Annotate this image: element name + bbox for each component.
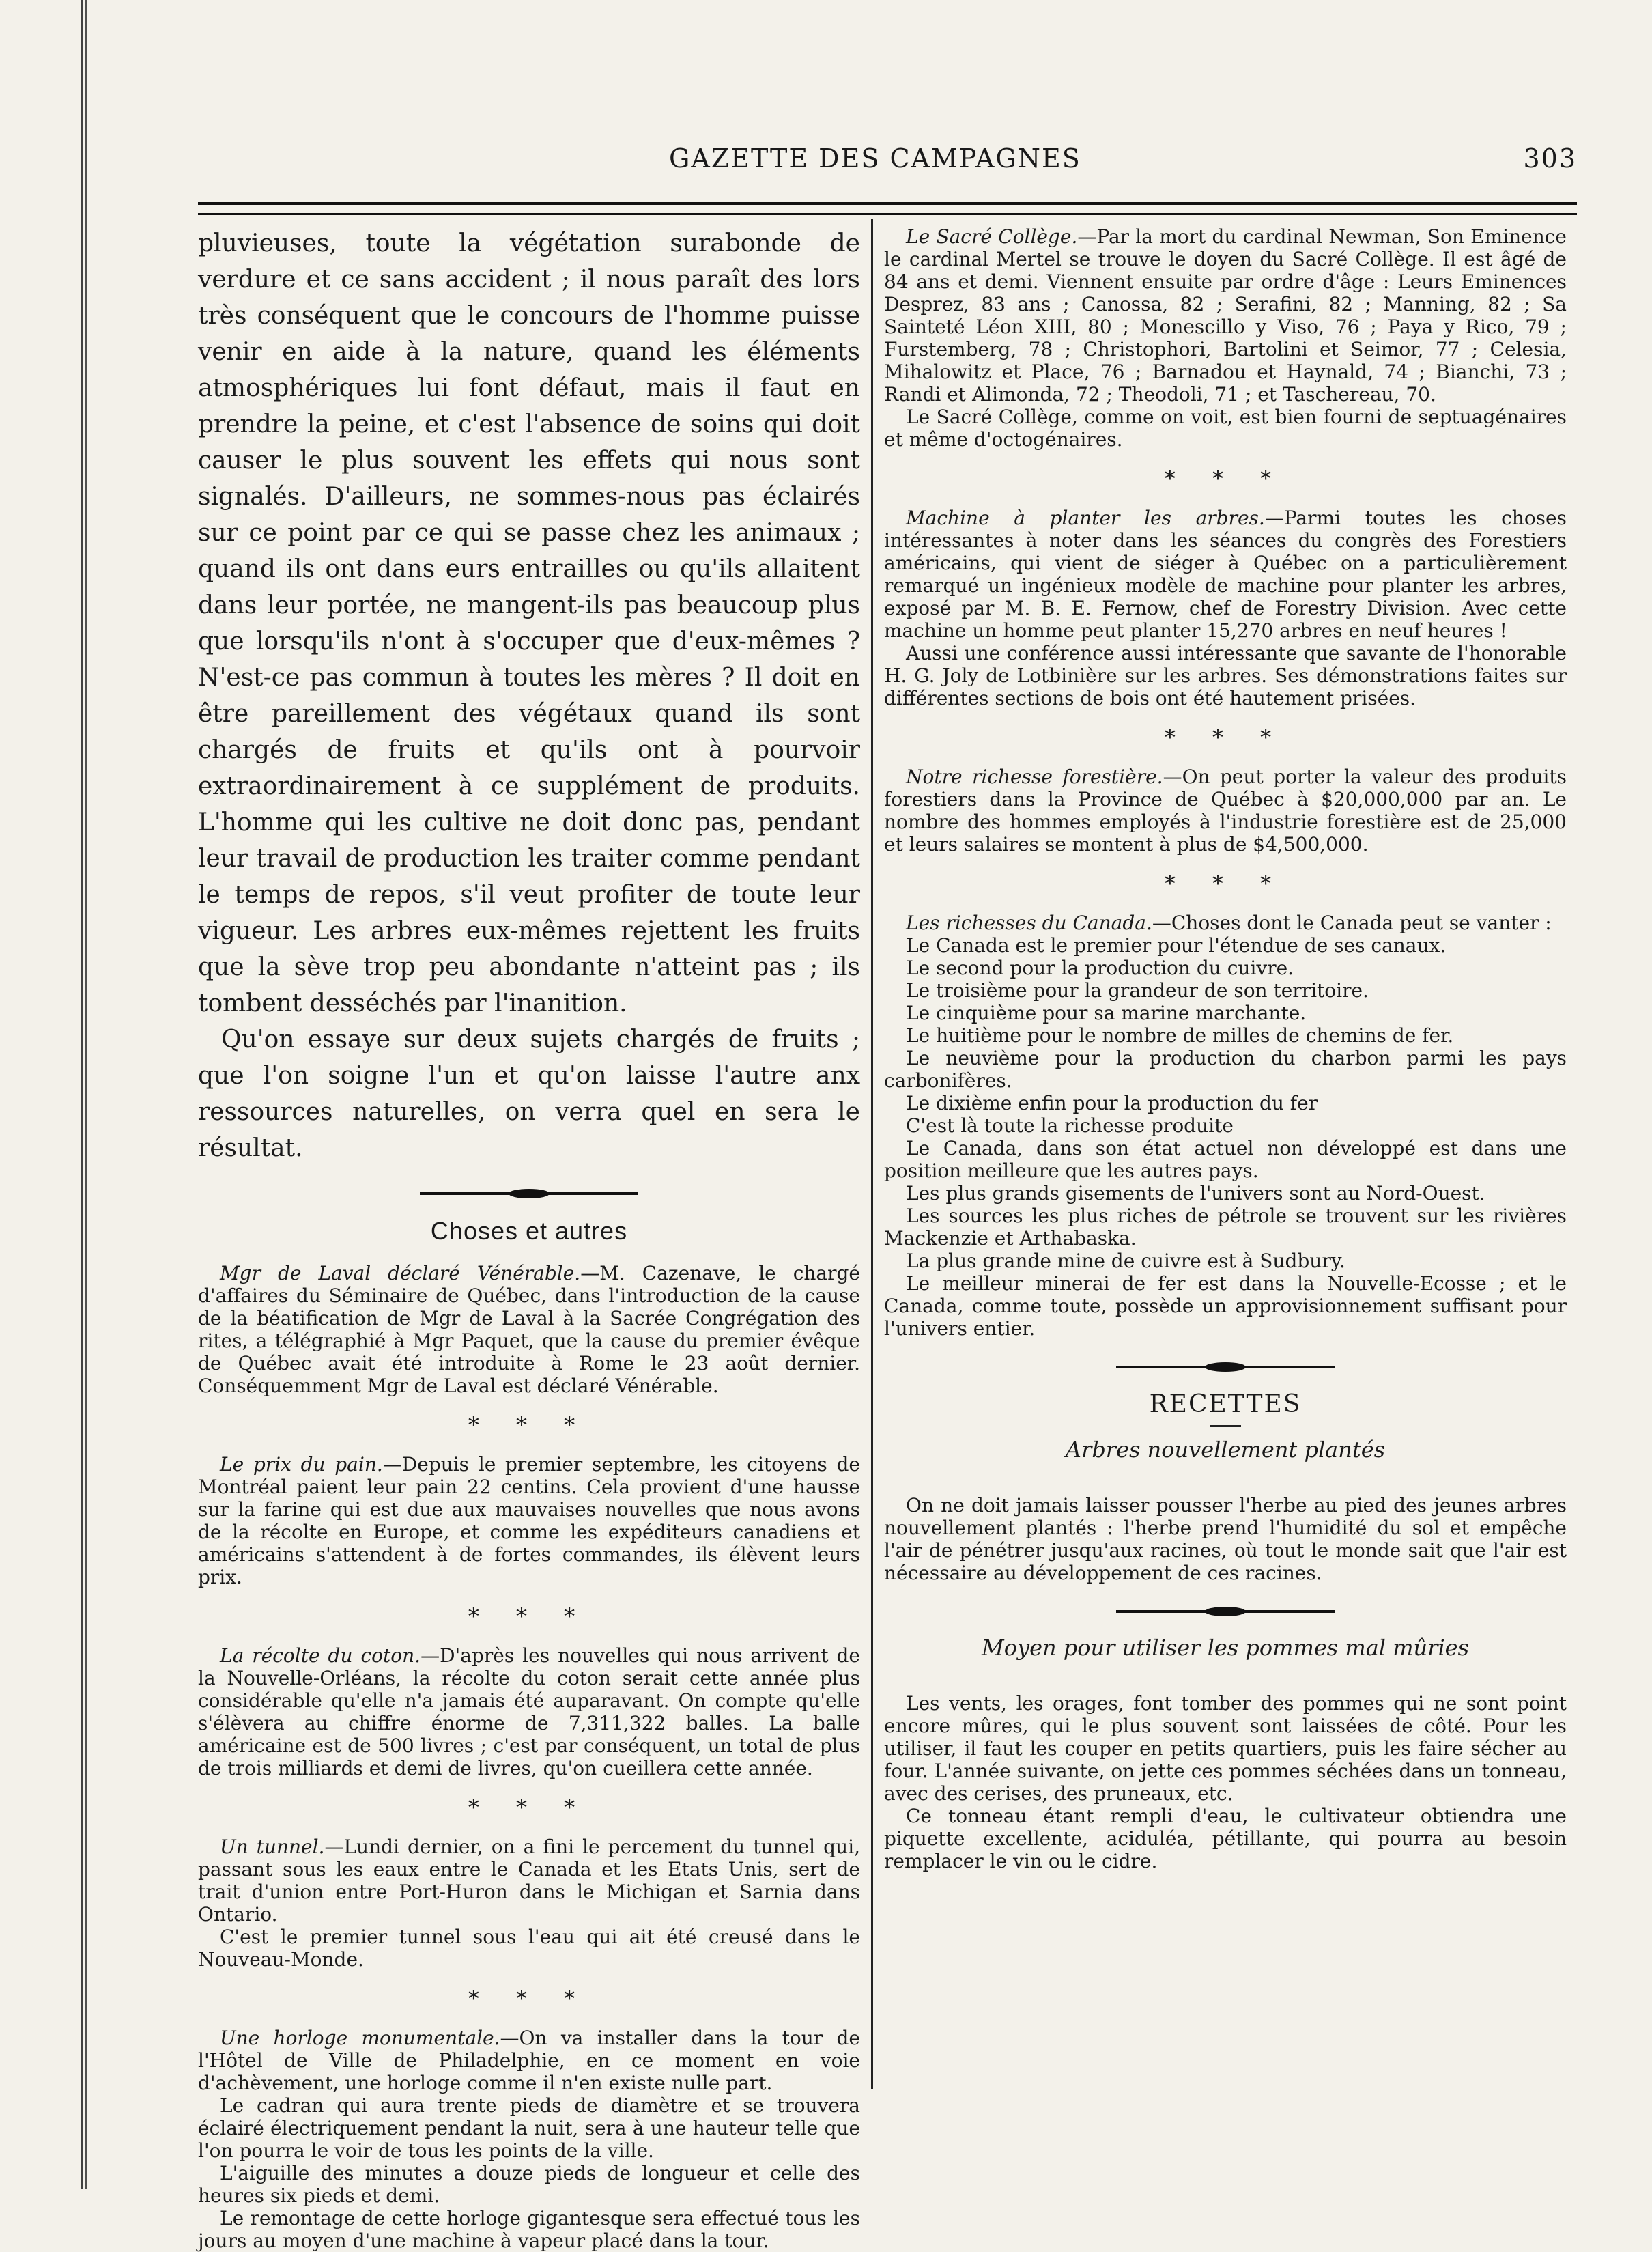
item-text: L'aiguille des minutes a douze pieds de longueur et celle des heures six pieds et demi. bbox=[198, 2162, 860, 2207]
item-title: Les richesses du Canada. bbox=[906, 912, 1152, 934]
lead-paragraph: pluvieuses, toute la végétation surabonde de verdure et ce sans accident ; il nous paraît des lors très conséquent que le concours de l'homme puisse venir en aide à la nature, quand les éléments atmosphériques lui font défaut, mais il faut en prendre la peine, et c'est l'absence de soins qui doit causer le plus souvent les effets qui nous sont signalés. D'ailleurs, ne sommes-nous pas éclairés sur ce point par ce qui se passe chez les animaux ; quand ils ont dans eurs entrailles ou qu'ils allaitent dans leur portée, ne mangent-ils pas beaucoup plus que lorsqu'ils n'ont à s'occuper que d'eux-mêmes ? N'est-ce pas commun à toutes les mères ? Il doit en être pareillement des végétaux quand ils sont chargés de fruits et qu'ils ont à pourvoir extraordinairement à ce supplément de produits. L'homme qui les cultive ne doit donc pas, pendant leur travail de production les traiter comme pendant le temps de repos, s'il veut profiter de toute leur vigueur. Les arbres eux-mêmes rejettent les fruits que la sève trop peu abondante n'atteint pas ; ils tombent desséchés par l'inanition. bbox=[198, 229, 860, 1017]
item-text: Le remontage de cette horloge gigantesque sera effectué tous les jours au moyen d'une machine à vapeur placé dans la tour. bbox=[198, 2207, 860, 2252]
news-item bbox=[198, 2027, 860, 2252]
page-number: 303 bbox=[1523, 143, 1577, 173]
item-text: —Parmi toutes les choses intéressantes à noter dans les séances du congrès des Forestiers américains, qui vient de siéger à Québec on a particulièrement remarqué un ingénieux modèle de machine pour planter les arbres, exposé par M. B. E. Fernow, chef de Forestry Division. Avec cette machine un homme peut planter 15,270 arbres en neuf heures ! bbox=[884, 507, 1567, 642]
item-text: C'est le premier tunnel sous l'eau qui ait été creusé dans le Nouveau-Monde. bbox=[198, 1926, 860, 1971]
list-line: Le cinquième pour sa marine marchante. bbox=[906, 1002, 1307, 1024]
item-text: Aussi une conférence aussi intéressante que savante de l'honorable H. G. Joly de Lotbinière sur les arbres. Ses démonstrations faites sur différentes sections de bois ont été hautement prisées. bbox=[884, 642, 1567, 709]
lead-paragraph: Qu'on essaye sur deux sujets chargés de fruits ; que l'on soigne l'un et qu'on laisse l'autre anx ressources naturelles, on verra quel en sera le résultat. bbox=[198, 1026, 860, 1162]
separator-stars: * * * bbox=[1164, 724, 1287, 750]
ornament-divider bbox=[1116, 1605, 1335, 1618]
news-item bbox=[198, 1453, 860, 1588]
column-divider bbox=[871, 219, 873, 2089]
page-header bbox=[198, 137, 1577, 184]
header-rule bbox=[198, 202, 1577, 215]
item-text: —Par la mort du cardinal Newman, Son Eminence le cardinal Mertel se trouve le doyen du Sacré Collège. Il est âgé de 84 ans et demi. Viennent ensuite par ordre d'âge : Leurs Eminences Desprez, 83 ans ; Canossa, 82 ; Serafini, 82 ; Manning, 82 ; Sa Sainteté Léon XIII, 80 ; Monescillo y Viso, 76 ; Paya y Rico, 79 ; Furstemberg, 78 ; Christophori, Bartolini et Seimor, 77 ; Celesia, Mihalowitz et Place, 76 ; Barnadou et Haynald, 74 ; Bianchi, 73 ; Randi et Alimonda, 72 ; Theodoli, 71 ; et Taschereau, 70. bbox=[884, 225, 1567, 406]
recipe bbox=[884, 1494, 1567, 1584]
item-text: Le cadran qui aura trente pieds de diamètre et se trouvera éclairé électriquement pendant la nuit, sera à une hauteur telle que l'on pourra le voir de tous les points de la ville. bbox=[198, 2094, 860, 2162]
news-item bbox=[198, 1262, 860, 1397]
item-title: Machine à planter les arbres. bbox=[906, 507, 1265, 529]
item-text: —D'après les nouvelles qui nous arrivent de la Nouvelle-Orléans, la récolte du coton serait cette année plus considérable qu'elle n'a jamais été auparavant. On compte qu'elle s'élèvera au chiffre énorme de 7,311,322 balles. La balle américaine est de 500 livres ; c'est par conséquent, un total de plus de trois milliards et demi de livres, qu'on cueillera cette année. bbox=[198, 1644, 860, 1779]
separator-stars: * * * bbox=[468, 1603, 590, 1629]
news-item bbox=[884, 225, 1567, 451]
list-line: La plus grande mine de cuivre est à Sudbury. bbox=[906, 1250, 1345, 1272]
separator-stars: * * * bbox=[468, 1412, 590, 1438]
news-item bbox=[884, 765, 1567, 856]
item-title: Notre richesse forestière. bbox=[906, 765, 1163, 788]
left-column bbox=[198, 225, 860, 2252]
ornament-divider bbox=[1116, 1360, 1335, 1374]
separator-stars: * * * bbox=[1164, 466, 1287, 492]
item-text: —On peut porter la valeur des produits forestiers dans la Province de Québec à $20,000,000 par an. Le nombre des hommes employés à l'industrie forestière est de 25,000 et leurs salaires se montent à plus de $4,500,000. bbox=[884, 765, 1567, 856]
item-title: Le Sacré Collège. bbox=[906, 225, 1078, 248]
news-item bbox=[884, 912, 1567, 1340]
item-text: Le Sacré Collège, comme on voit, est bien fourni de septuagénaires et même d'octogénaires. bbox=[884, 406, 1567, 451]
separator-stars: * * * bbox=[468, 1794, 590, 1820]
item-text: —Lundi dernier, on a fini le percement du tunnel qui, passant sous les eaux entre le Canada et les Etats Unis, sert de trait d'union entre Port-Huron dans le Michigan et Sarnia dans Ontario. bbox=[198, 1835, 860, 1926]
right-column bbox=[884, 225, 1567, 1872]
item-title: Mgr de Laval déclaré Vénérable. bbox=[220, 1262, 581, 1284]
list-line: C'est là toute la richesse produite bbox=[906, 1114, 1234, 1137]
recipe-title: Arbres nouvellement plantés bbox=[1065, 1437, 1386, 1463]
recipe-text: Ce tonneau étant rempli d'eau, le cultivateur obtiendra une piquette excellente, aciduléa, pétillante, qui pourra au besoin remplacer le vin ou le cidre. bbox=[884, 1805, 1567, 1872]
recettes-title: RECETTES bbox=[1149, 1390, 1302, 1418]
item-text: —On va installer dans la tour de l'Hôtel de Ville de Philadelphie, en ce moment en voie d'achèvement, une horloge comme il n'en existe nulle part. bbox=[198, 2027, 860, 2094]
list-line: Les sources les plus riches de pétrole se trouvent sur les rivières Mackenzie et Arthabaska. bbox=[884, 1205, 1567, 1250]
list-line: Le dixième enfin pour la production du fer bbox=[906, 1092, 1318, 1114]
section-title: Choses et autres bbox=[430, 1217, 628, 1245]
recipe-text: Les vents, les orages, font tomber des pommes qui ne sont point encore mûres, qui le plus souvent sont laissées de côté. Pour les utiliser, il faut les couper en petits quartiers, puis les faire sécher au four. L'année suivante, on jette ces pommes séchées dans un tonneau, avec des cerises, des pruneaux, etc. bbox=[884, 1692, 1567, 1805]
item-text: —Choses dont le Canada peut se vanter : bbox=[1152, 912, 1552, 934]
item-text: —M. Cazenave, le chargé d'affaires du Séminaire de Québec, dans l'introduction de la cause de la béatification de Mgr de Laval à la Sacrée Congrégation des rites, a télégraphié à Mgr Paquet, que la cause du premier évêque de Québec avait été introduite à Rome le 23 août dernier. Conséquemment Mgr de Laval est déclaré Vénérable. bbox=[198, 1262, 860, 1397]
list-line: Le Canada, dans son état actuel non développé est dans une position meilleure que les autres pays. bbox=[884, 1137, 1567, 1182]
recipe bbox=[884, 1692, 1567, 1872]
list-line: Le second pour la production du cuivre. bbox=[906, 957, 1294, 979]
item-title: Un tunnel. bbox=[220, 1835, 325, 1858]
separator-stars: * * * bbox=[1164, 871, 1287, 897]
list-line: Le neuvième pour la production du charbon parmi les pays carbonifères. bbox=[884, 1047, 1567, 1092]
item-text: —Depuis le premier septembre, les citoyens de Montréal paient leur pain 22 centins. Cela provient d'une hausse sur la farine qui est due aux mauvaises nouvelles que nous avons de la récolte en Europe, et comme les expéditeurs canadiens et américains s'attendent à de fortes commandes, ils élèvent leurs prix. bbox=[198, 1453, 860, 1588]
publication-title: GAZETTE DES CAMPAGNES bbox=[669, 143, 1081, 173]
news-item bbox=[198, 1644, 860, 1779]
list-line: Le Canada est le premier pour l'étendue de ses canaux. bbox=[906, 934, 1447, 957]
list-line: Le meilleur minerai de fer est dans la Nouvelle-Ecosse ; et le Canada, comme toute, possède un approvisionnement suffisant pour l'univers entier. bbox=[884, 1272, 1567, 1340]
recipe-title: Moyen pour utiliser les pommes mal mûries bbox=[981, 1635, 1470, 1661]
news-item bbox=[198, 1835, 860, 1971]
list-line: Le huitième pour le nombre de milles de chemins de fer. bbox=[906, 1024, 1454, 1047]
lead-article bbox=[198, 225, 860, 1166]
item-title: Le prix du pain. bbox=[220, 1453, 383, 1476]
list-line: Le troisième pour la grandeur de son territoire. bbox=[906, 979, 1369, 1002]
item-title: Une horloge monumentale. bbox=[220, 2027, 500, 2049]
ornament-divider bbox=[420, 1187, 638, 1200]
binding-rule bbox=[81, 0, 87, 2189]
item-title: La récolte du coton. bbox=[220, 1644, 421, 1667]
separator-stars: * * * bbox=[468, 1986, 590, 2012]
recipe-text: On ne doit jamais laisser pousser l'herbe au pied des jeunes arbres nouvellement plantés : l'herbe prend l'humidité du sol et empêche l'air de pénétrer jusqu'aux racines, où tout le monde sait que l'air est nécessaire au développement de ces racines. bbox=[884, 1494, 1567, 1584]
news-item bbox=[884, 507, 1567, 709]
list-line: Les plus grands gisements de l'univers sont au Nord-Ouest. bbox=[906, 1182, 1485, 1205]
short-rule bbox=[1210, 1425, 1241, 1427]
